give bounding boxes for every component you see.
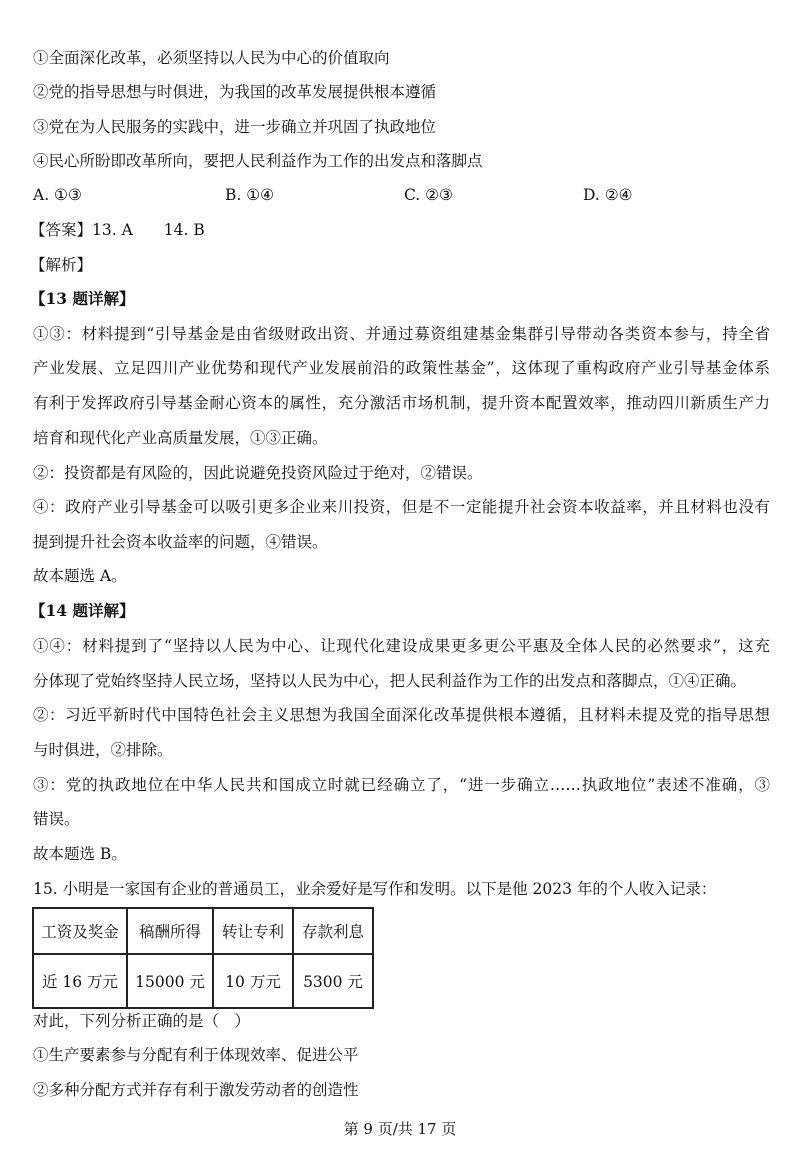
choice-a: A. ①③ [33,186,82,204]
answer-line: 【答案】13. A 14. B [30,221,205,239]
choice-d: D. ②④ [583,186,633,204]
q13-paragraph-1-line-2: 产业发展、立足四川产业优势和现代产业发展前沿的政策性基金”，这体现了重构政府产业引导基金体系 [33,359,770,377]
table-cell: 近 16 万元 [33,954,127,1008]
q15-prompt: 对此，下列分析正确的是（ ） [33,1012,251,1030]
q14-paragraph-1-line-1: ①④：材料提到了“坚持以人民为中心、让现代化建设成果更多更公平惠及全体人民的必然要求”，这充 [33,637,770,655]
q14-paragraph-3-line-1: ③：党的执政地位在中华人民共和国成立时就已经确立了，“进一步确立……执政地位”表述不准确，③ [33,776,770,794]
q13-paragraph-1-line-1: ①③：材料提到“引导基金是由省级财政出资、并通过募资组建基金集群引导带动各类资本参与，持全省 [33,325,770,343]
q13-paragraph-1-line-4: 培育和现代化产业高质量发展，①③正确。 [33,429,328,447]
q15-stem: 15. 小明是一家国有企业的普通员工，业余爱好是写作和发明。以下是他 2023 年的个人收入记录： [33,880,717,898]
choice-c: C. ②③ [404,186,453,204]
q14-paragraph-1-line-2: 分体现了党始终坚持人民立场，坚持以人民为中心，把人民利益作为工作的出发点和落脚点，①④正确。 [33,672,747,690]
page-footer: 第 9 页/共 17 页 [343,1120,457,1138]
option-statement-3: ③党在为人民服务的实践中，进一步确立并巩固了执政地位 [33,118,437,136]
q14-paragraph-2-line-2: 与时俱进，②排除。 [33,741,173,759]
q13-heading: 【13 题详解】 [30,289,135,308]
q13-paragraph-2: ②：投资都是有风险的，因此说避免投资风险过于绝对，②错误。 [33,464,483,482]
q14-heading: 【14 题详解】 [30,601,135,620]
analysis-label: 【解析】 [30,256,93,274]
income-table [32,907,374,1009]
q14-paragraph-3-line-2: 错误。 [33,810,80,828]
option-statement-4: ④民心所盼即改革所向，要把人民利益作为工作的出发点和落脚点 [33,152,483,170]
q15-item-2: ②多种分配方式并存有利于激发劳动者的创造性 [33,1081,359,1099]
table-cell: 10 万元 [213,954,293,1008]
q14-paragraph-2-line-1: ②：习近平新时代中国特色社会主义思想为我国全面深化改革提供根本遵循，且材料未提及党的指导思想 [33,706,770,724]
q13-paragraph-1-line-3: 有利于发挥政府引导基金耐心资本的属性，充分激活市场机制，提升资本配置效率，推动四川新质生产力 [33,394,770,412]
table-cell: 5300 元 [293,954,373,1008]
table-header-cell: 转让专利 [213,908,293,954]
table-header-cell: 稿酬所得 [127,908,213,954]
table-header-row [33,908,373,954]
q13-conclusion: 故本题选 A。 [33,567,127,585]
q13-paragraph-3-line-2: 提到提升社会资本收益率的问题，④错误。 [33,533,328,551]
choice-b: B. ①④ [225,186,275,204]
q15-item-1: ①生产要素参与分配有利于体现效率、促进公平 [33,1046,359,1064]
option-statement-2: ②党的指导思想与时俱进，为我国的改革发展提供根本遵循 [33,83,437,101]
table-row [33,954,373,1008]
q13-paragraph-3-line-1: ④：政府产业引导基金可以吸引更多企业来川投资，但是不一定能提升社会资本收益率，并且材料也没有 [33,498,770,516]
table-cell: 15000 元 [127,954,213,1008]
q14-conclusion: 故本题选 B。 [33,845,127,863]
choice-options [33,186,773,206]
table-header-cell: 存款利息 [293,908,373,954]
option-statement-1: ①全面深化改革，必须坚持以人民为中心的价值取向 [33,49,390,67]
table-header-cell: 工资及奖金 [33,908,127,954]
